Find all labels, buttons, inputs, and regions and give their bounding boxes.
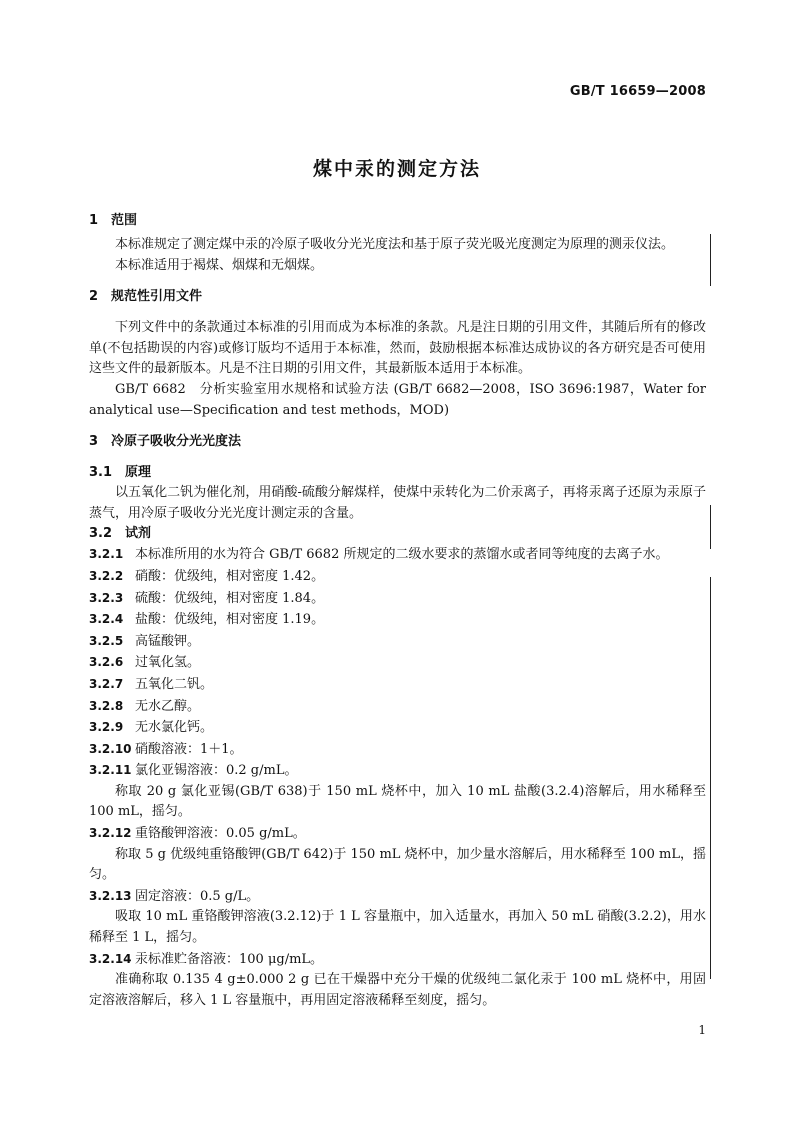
section-3-heading: 3 冷原子吸收分光光度法 xyxy=(89,434,242,450)
item-number: 3.2.7 xyxy=(89,676,124,691)
item-number: 3.2.4 xyxy=(89,612,124,627)
section-3-2-heading: 3.2 试剂 xyxy=(89,526,152,542)
item-text: 高锰酸钾。 xyxy=(135,633,201,649)
item-text: 盐酸：优级纯，相对密度 1.19。 xyxy=(135,612,325,628)
reagent-item xyxy=(89,739,706,761)
reagent-item xyxy=(89,544,706,566)
document-title: 煤中汞的测定方法 xyxy=(312,158,481,180)
reagent-item xyxy=(89,566,706,588)
item-number: 3.2.8 xyxy=(89,698,124,713)
item-number: 3.2.5 xyxy=(89,633,124,648)
reagent-item xyxy=(89,652,706,674)
section-3-1-heading: 3.1 原理 xyxy=(89,465,152,481)
reagent-procedure: 准确称取 0.135 4 g±0.000 2 g 已在干燥器中充分干燥的优级纯二氯化汞于 100 mL 烧杯中，用固定溶液溶解后，移入 1 L 容量瓶中，再用固定溶液稀释至刻度，摇匀。 xyxy=(89,972,706,1008)
item-text: 本标准所用的水为符合 GB/T 6682 所规定的二级水要求的蒸馏水或者同等纯度的去离子水。 xyxy=(135,547,669,563)
item-text: 固定溶液：0.5 g/L。 xyxy=(135,888,260,904)
reagent-item xyxy=(89,886,706,908)
item-text: 无水乙醇。 xyxy=(135,698,201,714)
item-text: 汞标准贮备溶液：100 μg/mL。 xyxy=(135,951,324,967)
section-3-1-paragraph: 以五氧化二钒为催化剂，用硝酸-硫酸分解煤样，使煤中汞转化为二价汞离子，再将汞离子还原为汞原子蒸气，用冷原子吸收分光光度计测定汞的含量。 xyxy=(89,485,706,521)
section-2-reference: GB/T 6682 分析实验室用水规格和试验方法 (GB/T 6682—2008，ISO 3696:1987，Water for analytical use—Specification and test methods，MOD) xyxy=(89,381,706,418)
item-number: 3.2.12 xyxy=(89,826,132,841)
item-text: 重铬酸钾溶液：0.05 g/mL。 xyxy=(135,826,306,842)
reagent-item xyxy=(89,631,706,653)
revision-bar xyxy=(710,577,711,979)
standard-number: GB/T 16659—2008 xyxy=(569,84,706,99)
reagent-item xyxy=(89,949,706,971)
item-number: 3.2.3 xyxy=(89,590,124,605)
reagent-item xyxy=(89,696,706,718)
item-number: 3.2.6 xyxy=(89,655,124,670)
item-number: 3.2.9 xyxy=(89,720,124,735)
item-number: 3.2.2 xyxy=(89,568,124,583)
item-text: 硫酸：优级纯，相对密度 1.84。 xyxy=(135,590,325,606)
reagent-procedure: 称取 5 g 优级纯重铬酸钾(GB/T 642)于 150 mL 烧杯中，加少量水溶解后，用水稀释至 100 mL，摇匀。 xyxy=(89,846,706,883)
reagent-procedure: 吸取 10 mL 重铬酸钾溶液(3.2.12)于 1 L 容量瓶中，加入适量水，再加入 50 mL 硝酸(3.2.2)，用水稀释至 1 L，摇匀。 xyxy=(89,909,706,946)
item-number: 3.2.11 xyxy=(89,763,132,778)
item-text: 硝酸：优级纯，相对密度 1.42。 xyxy=(135,568,325,584)
revision-bar xyxy=(710,234,711,286)
item-text: 氯化亚锡溶液：0.2 g/mL。 xyxy=(135,763,298,779)
revision-bar xyxy=(710,505,711,549)
item-text: 无水氯化钙。 xyxy=(135,720,214,736)
section-1-paragraph: 本标准适用于褐煤、烟煤和无烟煤。 xyxy=(115,257,324,273)
section-1-heading: 1 范围 xyxy=(89,213,138,228)
reagent-item xyxy=(89,588,706,610)
section-2-heading: 2 规范性引用文件 xyxy=(89,289,203,305)
item-text: 五氧化二钒。 xyxy=(135,676,214,692)
section-2-paragraph: 下列文件中的条款通过本标准的引用而成为本标准的条款。凡是注日期的引用文件，其随后所有的修改单(不包括勘误的内容)或修订版均不适用于本标准，然而，鼓励根据本标准达成协议的各方研究是否可使用这些文件的最新版本。凡是不注日期的引用文件，其最新版本适用于本标准。 xyxy=(89,320,706,377)
document-body xyxy=(89,211,706,1011)
item-text: 过氧化氢。 xyxy=(135,655,201,671)
reagent-procedure: 称取 20 g 氯化亚锡(GB/T 638)于 150 mL 烧杯中，加入 10 mL 盐酸(3.2.4)溶解后，用水稀释至 100 mL，摇匀。 xyxy=(89,783,706,820)
reagent-item xyxy=(89,717,706,739)
item-number: 3.2.14 xyxy=(89,951,132,966)
reagent-item xyxy=(89,674,706,696)
item-number: 3.2.1 xyxy=(89,547,124,562)
item-number: 3.2.13 xyxy=(89,888,132,903)
reagent-item xyxy=(89,823,706,845)
item-text: 硝酸溶液：1＋1。 xyxy=(135,741,243,757)
section-1-paragraph: 本标准规定了测定煤中汞的冷原子吸收分光光度法和基于原子荧光吸光度测定为原理的测汞仪法。 xyxy=(115,237,675,252)
page-number: 1 xyxy=(698,1023,706,1037)
reagent-item xyxy=(89,760,706,782)
item-number: 3.2.10 xyxy=(89,741,132,756)
reagent-item xyxy=(89,609,706,631)
